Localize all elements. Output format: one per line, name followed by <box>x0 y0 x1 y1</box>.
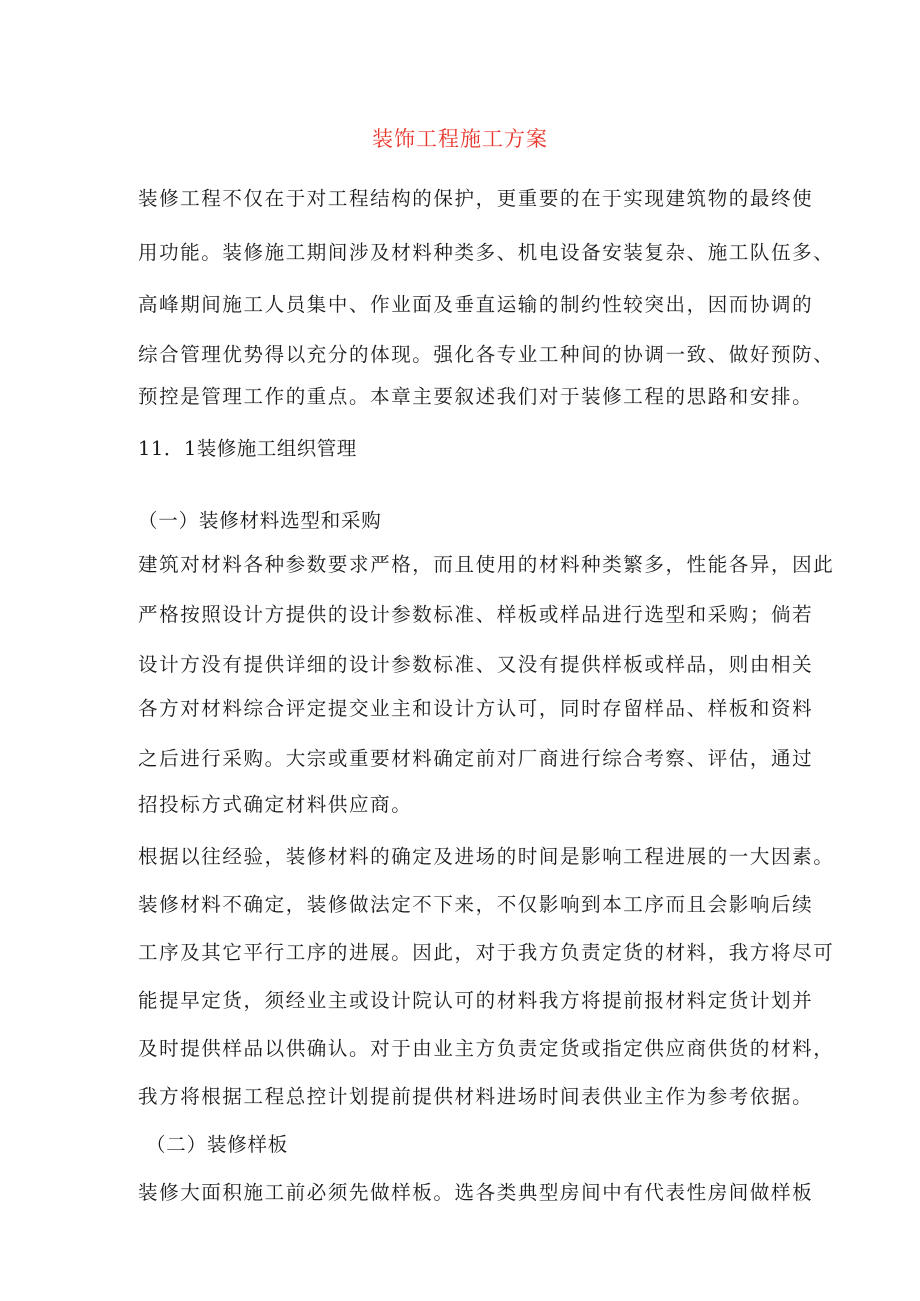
paragraph-line: 装修材料不确定，装修做法定不下来，不仅影响到本工序而且会影响后续 <box>138 893 814 916</box>
paragraph-line: 我方将根据工程总控计划提前提供材料进场时间表供业主作为参考依据。 <box>138 1085 814 1108</box>
paragraph-line: 建筑对材料各种参数要求严格，而且使用的材料种类繁多，性能各异，因此 <box>138 553 835 576</box>
intro-line: 用功能。装修施工期间涉及材料种类多、机电设备安装复杂、施工队伍多、 <box>138 241 835 264</box>
intro-line: 高峰期间施工人员集中、作业面及垂直运输的制约性较突出，因而协调的 <box>138 293 814 316</box>
paragraph-line: 之后进行采购。大宗或重要材料确定前对厂商进行综合考察、评估，通过 <box>138 747 814 770</box>
intro-line: 装修工程不仅在于对工程结构的保护，更重要的在于实现建筑物的最终使 <box>138 187 814 210</box>
subsection-heading: （一）装修材料选型和采购 <box>138 509 382 532</box>
section-heading: 11．1装修施工组织管理 <box>138 437 357 460</box>
paragraph-line: 严格按照设计方提供的设计参数标准、样板或样品进行选型和采购；倘若 <box>138 603 814 626</box>
paragraph-line: 各方对材料综合评定提交业主和设计方认可，同时存留样品、样板和资料 <box>138 697 814 720</box>
subsection-heading: （二）装修样板 <box>146 1133 289 1156</box>
intro-line: 综合管理优势得以充分的体现。强化各专业工种间的协调一致、做好预防、 <box>138 343 835 366</box>
intro-line: 预控是管理工作的重点。本章主要叙述我们对于装修工程的思路和安排。 <box>138 385 814 408</box>
paragraph-line: 工序及其它平行工序的进展。因此，对于我方负责定货的材料，我方将尽可 <box>138 941 835 964</box>
paragraph-line: 设计方没有提供详细的设计参数标准、又没有提供样板或样品，则由相关 <box>138 653 814 676</box>
paragraph-line: 及时提供样品以供确认。对于由业主方负责定货或指定供应商供货的材料， <box>138 1037 835 1060</box>
paragraph-line: 根据以往经验，装修材料的确定及进场的时间是影响工程进展的一大因素。 <box>138 845 835 868</box>
paragraph-line: 招投标方式确定材料供应商。 <box>138 793 413 816</box>
paragraph-line: 装修大面积施工前必须先做样板。选各类典型房间中有代表性房间做样板 <box>138 1181 814 1204</box>
paragraph-line: 能提早定货，须经业主或设计院认可的材料我方将提前报材料定货计划并 <box>138 989 814 1012</box>
document-title: 装饰工程施工方案 <box>372 127 548 151</box>
